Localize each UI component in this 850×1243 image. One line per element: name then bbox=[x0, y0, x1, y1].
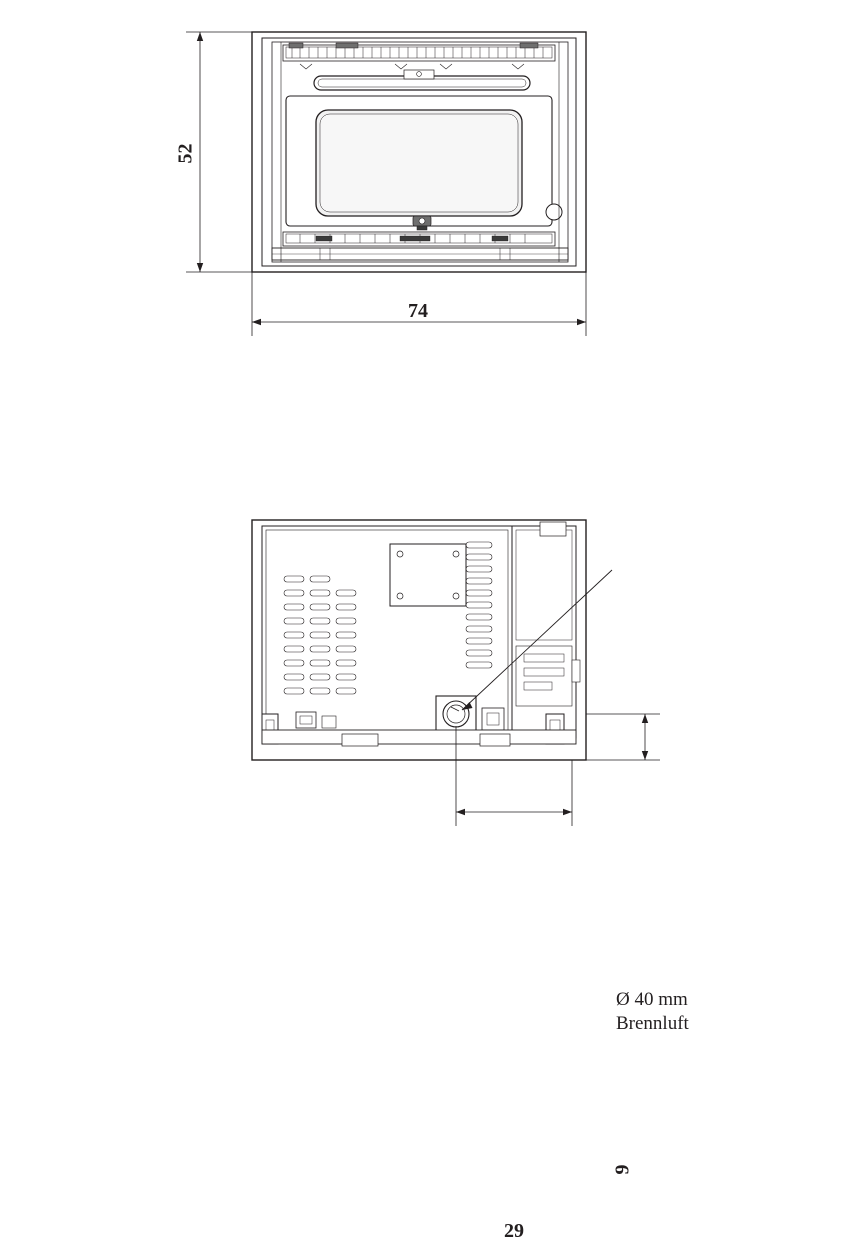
rear-view-svg bbox=[0, 430, 850, 850]
callout-air-inlet-label: Brennluft bbox=[616, 1013, 689, 1034]
callout-air-inlet-diameter: Ø 40 mm bbox=[616, 989, 688, 1010]
front-view-svg bbox=[0, 0, 850, 400]
dimension-label-29: 29 bbox=[504, 1220, 524, 1242]
dimension-label-52: 52 bbox=[174, 143, 197, 164]
front-view bbox=[0, 0, 850, 400]
dimension-9 bbox=[586, 714, 660, 760]
dimension-label-74: 74 bbox=[408, 300, 428, 322]
dimension-label-9: 9 bbox=[611, 1164, 634, 1175]
front-side-knob bbox=[546, 204, 562, 220]
rear-view bbox=[0, 430, 850, 1242]
